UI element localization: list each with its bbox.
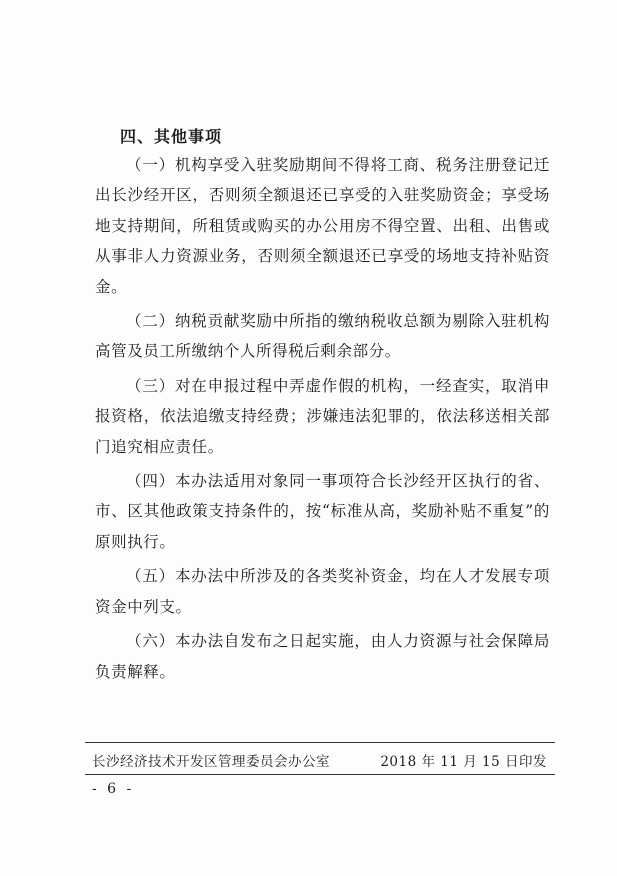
paragraph-6: （六）本办法自发布之日起实施，由人力资源与社会保障局负责解释。 bbox=[95, 632, 550, 681]
paragraph-4: （四）本办法适用对象同一事项符合长沙经开区执行的省、市、区其他政策支持条件的，按“标准从高，奖励补贴不重复”的原则执行。 bbox=[95, 472, 550, 551]
paragraph-3: （三）对在申报过程中弄虚作假的机构，一经查实，取消申报资格，依法追缴支持经费；涉嫌违法犯罪的，依法移送相关部门追究相应责任。 bbox=[95, 376, 550, 456]
footer-divider-top bbox=[85, 742, 555, 743]
footer-date: 2018 年 11 月 15 日印发 bbox=[380, 754, 547, 770]
section-heading: 四、其他事项 bbox=[120, 127, 223, 146]
paragraph-5: （五）本办法中所涉及的各类奖补资金，均在人才发展专项资金中列支。 bbox=[95, 567, 550, 616]
paragraph-2: （二）纳税贡献奖励中所指的缴纳税收总额为剔除入驻机构高管及员工所缴纳个人所得税后剩余部分。 bbox=[95, 312, 550, 361]
page-number: - 6 - bbox=[92, 781, 135, 797]
footer-issuer: 长沙经济技术开发区管理委员会办公室 bbox=[92, 754, 330, 770]
body-text bbox=[95, 150, 550, 691]
paragraph-1: （一）机构享受入驻奖励期间不得将工商、税务注册登记迁出长沙经开区，否则须全额退还已享受的入驻奖励资金；享受场地支持期间，所租赁或购买的办公用房不得空置、出租、出售或从事非人力资源业务，否则须全额退还已享受的场地支持补贴资金。 bbox=[95, 156, 550, 296]
footer-divider-bottom bbox=[85, 774, 555, 775]
